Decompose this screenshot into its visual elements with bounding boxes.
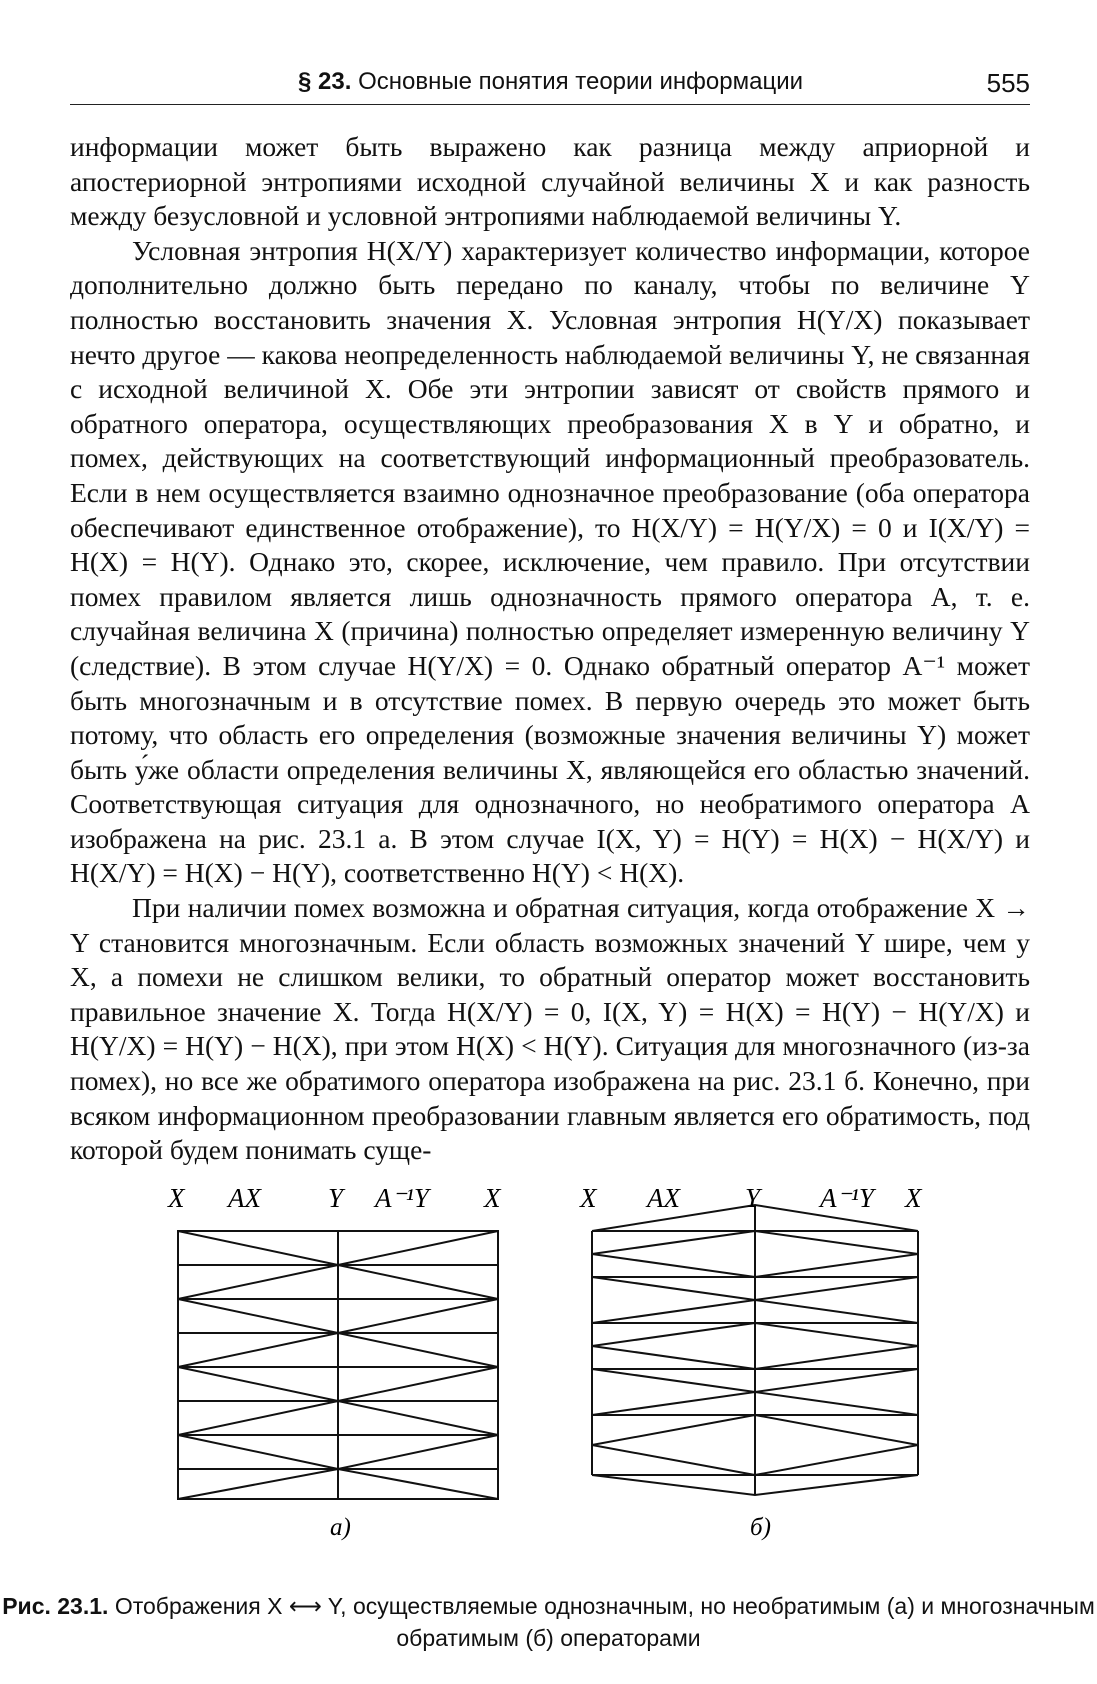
panel-a <box>178 1231 498 1499</box>
caption-label: Рис. 23.1. <box>2 1593 109 1619</box>
panel-b <box>592 1205 918 1495</box>
header-title <box>298 68 803 96</box>
panel-b-sublabel: б) <box>750 1514 771 1541</box>
panel-a-label-x-right: X <box>484 1185 501 1213</box>
panel-a-label-ainvy: A⁻¹Y <box>375 1185 429 1213</box>
page-number: 555 <box>986 68 1030 98</box>
panel-a-sublabel: а) <box>330 1514 351 1541</box>
panel-b-label-x-left: X <box>580 1185 597 1213</box>
panel-b-label-ax: AX <box>647 1185 680 1213</box>
paragraph-2: Условная энтропия H(X/Y) характеризует количество информации, которое дополнительно должно быть передано по каналу, чтобы по величине Y полностью восстановить значения X. Условная энтропия H(Y/X) показывает нечто другое — какова неопределенность наблюдаемой величины Y, не связанная с исходной величиной X. Обе эти энтропии зависят от свойств прямого и обратного оператора, осуществляющих преобразования X в Y и обратно, и помех, действующих на соответствующий информационный преобразователь. Если в нем осуществляется взаимно однозначное преобразование (оба оператора обеспечивают единственное отображение), то H(X/Y) = H(Y/X) = 0 и I(X/Y) = H(X) = H(Y). Однако это, скорее, исключение, чем правило. При отсутствии помех правилом является лишь однозначность прямого оператора A, т. е. случайная величина X (причина) полностью определяет измеренную величину Y (следствие). В этом случае H(Y/X) = 0. Однако обратный оператор A⁻¹ может быть многозначным и в отсутствие помех. В первую очередь это может быть потому, что область его определения (возможные значения величины Y) может быть у́же области определения величины X, являющейся его областью значений. Соответствующая ситуация для однозначного, но необратимого оператора A изображена на рис. 23.1 а. В этом случае I(X, Y) = H(Y) = H(X) − H(X/Y) и H(X/Y) = H(X) − H(Y), соответственно H(Y) < H(X). <box>70 234 1030 889</box>
caption-text: Отображения X ⟷ Y, осуществляемые однозначным, но необратимым (а) и многозначным обратимым (б) операторами <box>114 1593 1095 1651</box>
section-number: § 23. <box>298 68 352 95</box>
panel-b-labels <box>579 1185 923 1541</box>
section-title: Основные понятия теории информации <box>358 68 804 95</box>
paragraph-1: информации может быть выражено как разница между априорной и апостериорной энтропиями исходной случайной величины X и как разность между безусловной и условной энтропиями наблюдаемой величины Y. <box>70 131 1030 232</box>
panel-b-label-y: Y <box>745 1185 761 1213</box>
paragraph-3: При наличии помех возможна и обратная ситуация, когда отображение X → Y становится многозначным. Если область возможных значений Y шире, чем у X, а помехи не слишком велики, то обратный оператор может восстановить правильное значение X. Тогда H(X/Y) = 0, I(X, Y) = H(X) = H(Y) − H(Y/X) и H(Y/X) = H(Y) − H(X), при этом H(X) < H(Y). Ситуация для многозначного (из-за помех), но все же обратимого оператора изображена на рис. 23.1 б. Конечно, при всяком информационном преобразовании главным является его обратимость, под которой будем понимать суще- <box>70 892 1030 1166</box>
panel-a-label-y: Y <box>328 1185 344 1213</box>
panel-b-label-x-right: X <box>905 1185 922 1213</box>
body-text <box>70 130 1030 1168</box>
figure-23-1 <box>0 1185 1097 1615</box>
panel-a-label-ax: AX <box>228 1185 261 1213</box>
panel-b-label-ainvy: A⁻¹Y <box>820 1185 874 1213</box>
panel-a-grid-left <box>178 1265 338 1469</box>
running-header <box>70 62 1030 105</box>
panel-a-grid-right <box>338 1265 498 1469</box>
panel-a-label-x-left: X <box>168 1185 185 1213</box>
mapping-diagram <box>0 1185 1097 1615</box>
figure-caption <box>0 1590 1097 1654</box>
